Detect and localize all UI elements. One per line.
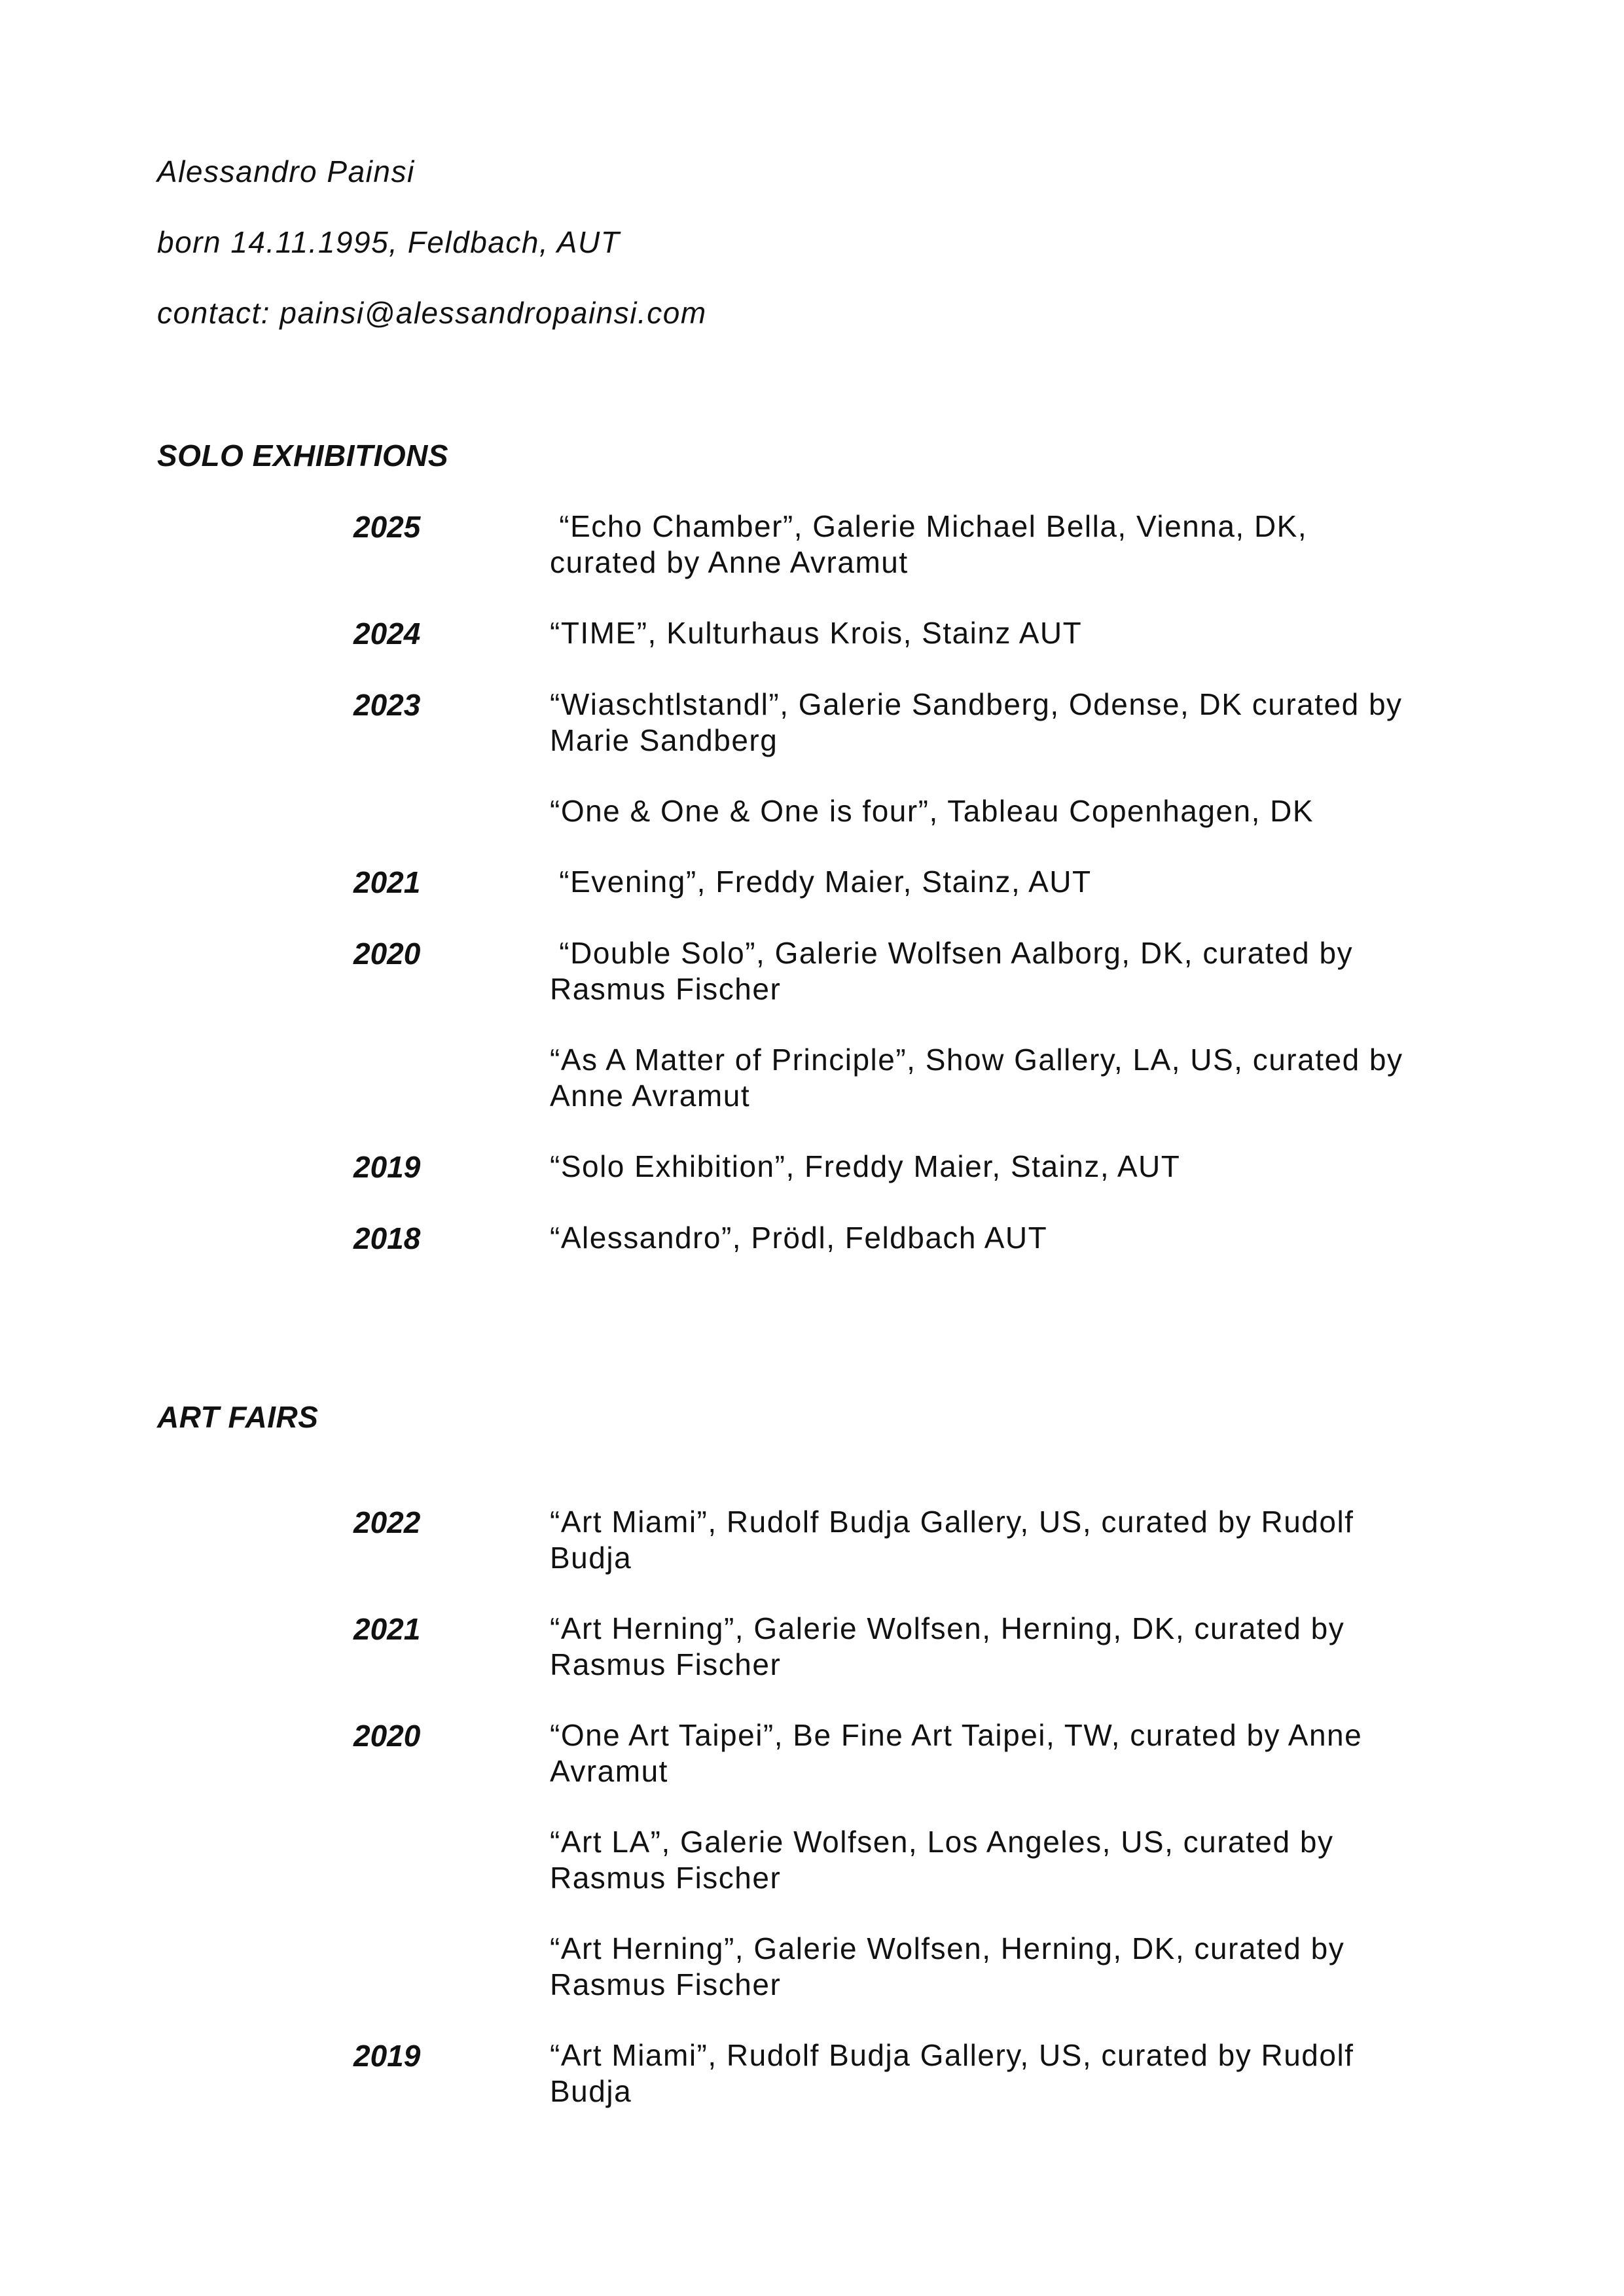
artist-name: Alessandro Painsi <box>157 154 415 188</box>
fair-year: 2020 <box>353 1719 421 1753</box>
solo-year: 2021 <box>353 865 421 899</box>
fair-entry: “Art LA”, Galerie Wolfsen, Los Angeles, US, curated by Rasmus Fischer <box>550 1825 1334 1895</box>
fair-entry: “One Art Taipei”, Be Fine Art Taipei, TW, curated by Anne Avramut <box>550 1718 1363 1788</box>
birth-info: born 14.11.1995, Feldbach, AUT <box>157 225 621 259</box>
fair-year: 2022 <box>353 1505 421 1539</box>
fair-year: 2021 <box>353 1612 421 1646</box>
contact-info: contact: painsi@alessandropainsi.com <box>157 296 707 330</box>
section-title-art-fairs: ART FAIRS <box>157 1400 319 1434</box>
fair-entry: “Art Miami”, Rudolf Budja Gallery, US, curated by Rudolf Budja <box>550 2038 1354 2108</box>
solo-entry: “Alessandro”, Prödl, Feldbach AUT <box>550 1221 1048 1255</box>
section-title-solo-exhibitions: SOLO EXHIBITIONS <box>157 439 449 473</box>
solo-year: 2023 <box>353 688 421 722</box>
solo-year: 2020 <box>353 937 421 971</box>
solo-entry: “Double Solo”, Galerie Wolfsen Aalborg, DK, curated by Rasmus Fischer <box>550 936 1354 1006</box>
solo-entry: “Echo Chamber”, Galerie Michael Bella, Vienna, DK, curated by Anne Avramut <box>550 509 1308 579</box>
solo-entry: “As A Matter of Principle”, Show Gallery, LA, US, curated by Anne Avramut <box>550 1043 1403 1113</box>
solo-entry: “TIME”, Kulturhaus Krois, Stainz AUT <box>550 616 1083 650</box>
fair-year: 2019 <box>353 2039 421 2073</box>
solo-year: 2024 <box>353 617 421 651</box>
solo-entry: “Evening”, Freddy Maier, Stainz, AUT <box>550 865 1092 899</box>
solo-entry: “Solo Exhibition”, Freddy Maier, Stainz, AUT <box>550 1149 1181 1183</box>
solo-entry: “One & One & One is four”, Tableau Copenhagen, DK <box>550 794 1314 828</box>
solo-year: 2018 <box>353 1221 421 1255</box>
fair-entry: “Art Herning”, Galerie Wolfsen, Herning, DK, curated by Rasmus Fischer <box>550 1611 1345 1681</box>
solo-year: 2025 <box>353 510 421 544</box>
fair-entry: “Art Herning”, Galerie Wolfsen, Herning, DK, curated by Rasmus Fischer <box>550 1931 1345 2001</box>
solo-entry: “Wiaschtlstandl”, Galerie Sandberg, Odense, DK curated by Marie Sandberg <box>550 687 1403 757</box>
solo-year: 2019 <box>353 1150 421 1184</box>
fair-entry: “Art Miami”, Rudolf Budja Gallery, US, curated by Rudolf Budja <box>550 1505 1354 1575</box>
